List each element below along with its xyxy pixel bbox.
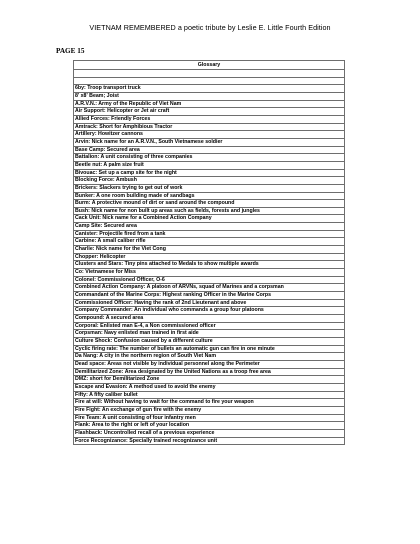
glossary-entry: Cyclic firing rate: The number of bullets an automatic gun can fire in one minute — [74, 345, 345, 353]
glossary-entry: Battalion: A unit consisting of three companies — [74, 154, 345, 162]
glossary-row — [74, 368, 345, 376]
glossary-row — [74, 406, 345, 414]
glossary-entry: A.R.V.N.: Army of the Republic of Viet Nam — [74, 100, 345, 108]
glossary-entry: Canister: Projectile fired from a tank — [74, 230, 345, 238]
glossary-entry: Fire Team: A unit consisting of four infantry men — [74, 414, 345, 422]
glossary-row — [74, 215, 345, 223]
glossary-row — [74, 322, 345, 330]
glossary-entry: Culture Shock: Confusion caused by a different culture — [74, 337, 345, 345]
glossary-row — [74, 429, 345, 437]
glossary-row — [74, 292, 345, 300]
glossary-row — [74, 422, 345, 430]
glossary-title: Glossary — [74, 61, 345, 70]
glossary-entry: Force Recognizance: Specially trained recognizance unit — [74, 437, 345, 445]
glossary-entry: Artillery: Howitzer cannons — [74, 131, 345, 139]
glossary-row — [74, 115, 345, 123]
glossary-entry: Allied Forces: Friendly Forces — [74, 115, 345, 123]
glossary-row — [74, 246, 345, 254]
glossary-row — [74, 138, 345, 146]
glossary-row — [74, 269, 345, 277]
running-header: VIETNAM REMEMBERED a poetic tribute by Leslie E. Little Fourth Edition — [89, 23, 331, 32]
glossary-entry: Fire Fight: An exchange of gun fire with the enemy — [74, 406, 345, 414]
glossary-row — [74, 414, 345, 422]
glossary-row — [74, 85, 345, 93]
glossary-blank-row — [74, 77, 345, 85]
glossary-blank-row — [74, 70, 345, 78]
glossary-row — [74, 100, 345, 108]
glossary-row — [74, 223, 345, 231]
glossary-entry: Dead space: Areas not visible by individual personnel along the Perimeter — [74, 360, 345, 368]
glossary-row — [74, 177, 345, 185]
glossary-entry: Beetle nut: A palm size fruit — [74, 161, 345, 169]
glossary-row — [74, 146, 345, 154]
glossary-row — [74, 330, 345, 338]
glossary-entry: Combined Action Company: A platoon of ARVNs, squad of Marines and a corpsman — [74, 284, 345, 292]
glossary-row — [74, 123, 345, 131]
glossary-entry: Corporal: Enlisted man E-4, a Non commissioned officer — [74, 322, 345, 330]
glossary-row — [74, 353, 345, 361]
glossary-row — [74, 200, 345, 208]
glossary-row — [74, 230, 345, 238]
glossary-entry: DMZ: short for Demilitarized Zone — [74, 376, 345, 384]
glossary-row — [74, 207, 345, 215]
glossary-row — [74, 391, 345, 399]
glossary-entry: Colonel: Commissioned Officer, O-6 — [74, 276, 345, 284]
glossary-row — [74, 131, 345, 139]
glossary-entry: Bush: Nick name for non built up areas such as fields, forests and jungles — [74, 207, 345, 215]
glossary-row — [74, 376, 345, 384]
glossary-row — [74, 108, 345, 116]
glossary-row — [74, 261, 345, 269]
glossary-entry: Co: Vietnamese for Miss — [74, 269, 345, 277]
glossary-row — [74, 345, 345, 353]
glossary-row — [74, 238, 345, 246]
glossary-row — [74, 276, 345, 284]
glossary-body — [74, 70, 345, 445]
glossary-row — [74, 315, 345, 323]
glossary-entry: Demilitarized Zone: Area designated by the United Nations as a troop free area — [74, 368, 345, 376]
glossary-entry: Base Camp: Secured area — [74, 146, 345, 154]
glossary-row — [74, 360, 345, 368]
glossary-entry: Chopper: Helicopter — [74, 253, 345, 261]
glossary-row — [74, 399, 345, 407]
glossary-entry: Bunker: A one room building made of sandbags — [74, 192, 345, 200]
glossary-row — [74, 307, 345, 315]
page-number-label: PAGE 15 — [56, 47, 85, 55]
glossary-row — [74, 154, 345, 162]
glossary-entry: Fifty: A fifty caliber bullet — [74, 391, 345, 399]
glossary-entry: Bivouac: Set up a camp site for the night — [74, 169, 345, 177]
glossary-table — [73, 60, 345, 445]
glossary-title-row — [74, 61, 345, 70]
glossary-row — [74, 192, 345, 200]
glossary-entry: Company Commander: An individual who commands a group four platoons — [74, 307, 345, 315]
glossary-entry: Clusters and Stars: Tiny pins attached to Medals to show multiple awards — [74, 261, 345, 269]
glossary-blank-cell — [74, 77, 345, 85]
glossary-entry: 8' x8' Beam; Joist — [74, 92, 345, 100]
glossary-entry: Flashback: Uncontrolled recall of a previous experience — [74, 429, 345, 437]
glossary-entry: Arvin: Nick name for an A.R.V.N., South Vietnamese soldier — [74, 138, 345, 146]
glossary-entry: Commandant of the Marine Corps: Highest ranking Officer in the Marine Corps — [74, 292, 345, 300]
glossary-entry: Flank: Area to the right or left of your location — [74, 422, 345, 430]
glossary-entry: 6by: Troop transport truck — [74, 85, 345, 93]
glossary-row — [74, 299, 345, 307]
glossary-row — [74, 383, 345, 391]
glossary-row — [74, 337, 345, 345]
glossary-row — [74, 184, 345, 192]
glossary-row — [74, 161, 345, 169]
glossary-entry: Brickers: Slackers trying to get out of work — [74, 184, 345, 192]
glossary-row — [74, 253, 345, 261]
glossary-entry: Amtrack: Short for Amphibious Tractor — [74, 123, 345, 131]
glossary-entry: Escape and Evasion: A method used to avoid the enemy — [74, 383, 345, 391]
glossary-entry: Air Support: Helicopter or Jet air craft — [74, 108, 345, 116]
glossary-row — [74, 437, 345, 445]
glossary-row — [74, 92, 345, 100]
glossary-entry: Da Nang: A city in the northern region of South Viet Nam — [74, 353, 345, 361]
glossary-entry: Camp Site: Secured area — [74, 223, 345, 231]
glossary-entry: Charlie: Nick name for the Viet Cong — [74, 246, 345, 254]
glossary-row — [74, 169, 345, 177]
glossary-entry: Cack Unit: Nick name for a Combined Action Company — [74, 215, 345, 223]
glossary-entry: Commissioned Officer: Having the rank of 2nd Lieutenant and above — [74, 299, 345, 307]
glossary-entry: Fire at will: Without having to wait for the command to fire your weapon — [74, 399, 345, 407]
glossary-blank-cell — [74, 70, 345, 78]
glossary-entry: Blocking Force: Ambush — [74, 177, 345, 185]
glossary-entry: Compound: A secured area — [74, 315, 345, 323]
glossary-entry: Burm: A protective mound of dirt or sand around the compound — [74, 200, 345, 208]
glossary-row — [74, 284, 345, 292]
glossary-entry: Carbine: A small caliber rifle — [74, 238, 345, 246]
glossary-entry: Corpsman: Navy enlisted man trained in first aide — [74, 330, 345, 338]
